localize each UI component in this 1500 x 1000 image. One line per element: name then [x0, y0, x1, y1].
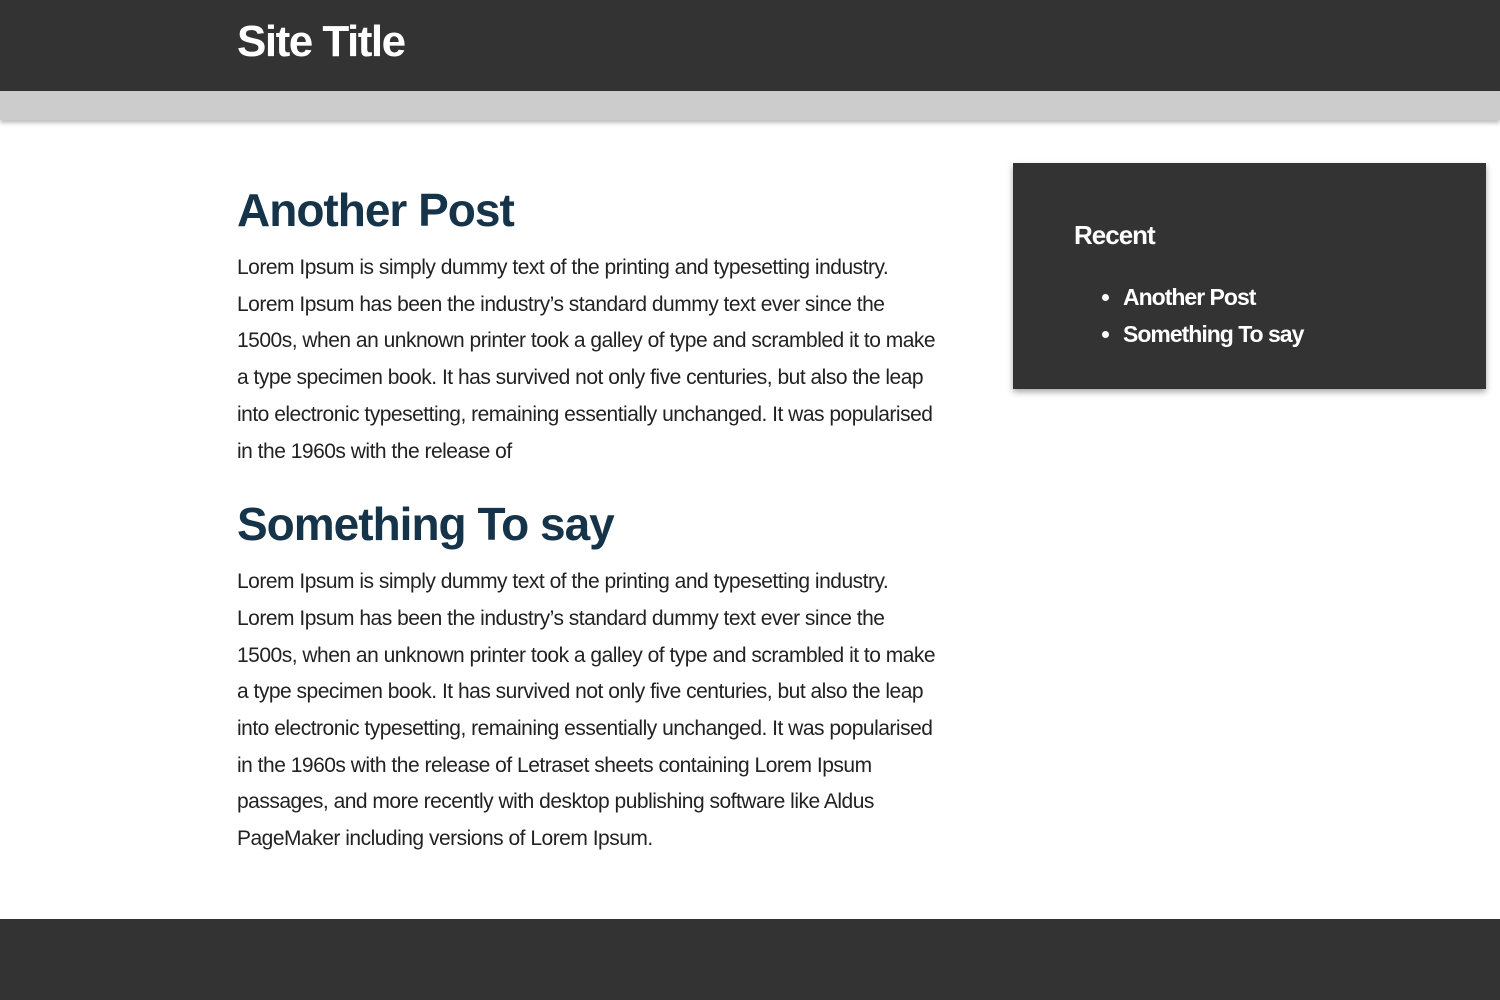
- nav-bar: [0, 91, 1500, 120]
- post-title[interactable]: Another Post: [237, 184, 514, 236]
- list-item: [1123, 316, 1303, 353]
- post-another-post: [237, 170, 947, 470]
- list-item: [1123, 279, 1303, 316]
- sidebar-heading: Recent: [1074, 220, 1155, 250]
- site-header: [0, 0, 1500, 91]
- post-body: Lorem Ipsum is simply dummy text of the printing and typesetting industry. Lorem Ipsum has been the industry’s standard dummy text ever since the 1500s, when an unknown printer took a galley of type and scrambled it to make a type specimen book. It has survived not only five centuries, but also the leap into electronic typesetting, remaining essentially unchanged. It was popularised in the 1960s with the release of Letraset sheets containing Lorem Ipsum passages, and more recently with desktop publishing software like Aldus PageMaker including versions of Lorem Ipsum.: [237, 570, 936, 851]
- site-footer: [0, 919, 1500, 1000]
- recent-posts-sidebar: [1013, 163, 1486, 389]
- main-content: [237, 170, 947, 872]
- post-something-to-say: [237, 484, 947, 858]
- post-title[interactable]: Something To say: [237, 498, 614, 551]
- recent-post-link[interactable]: Another Post: [1123, 284, 1256, 310]
- recent-posts-list: [1101, 279, 1303, 353]
- post-body: Lorem Ipsum is simply dummy text of the printing and typesetting industry. Lorem Ipsum has been the industry’s standard dummy text ever since the 1500s, when an unknown printer took a galley of type and scrambled it to make a type specimen book. It has survived not only five centuries, but also the leap into electronic typesetting, remaining essentially unchanged. It was popularised in the 1960s with the release of: [237, 256, 936, 463]
- recent-post-link[interactable]: Something To say: [1123, 321, 1304, 347]
- site-title-link[interactable]: Site Title: [237, 17, 405, 66]
